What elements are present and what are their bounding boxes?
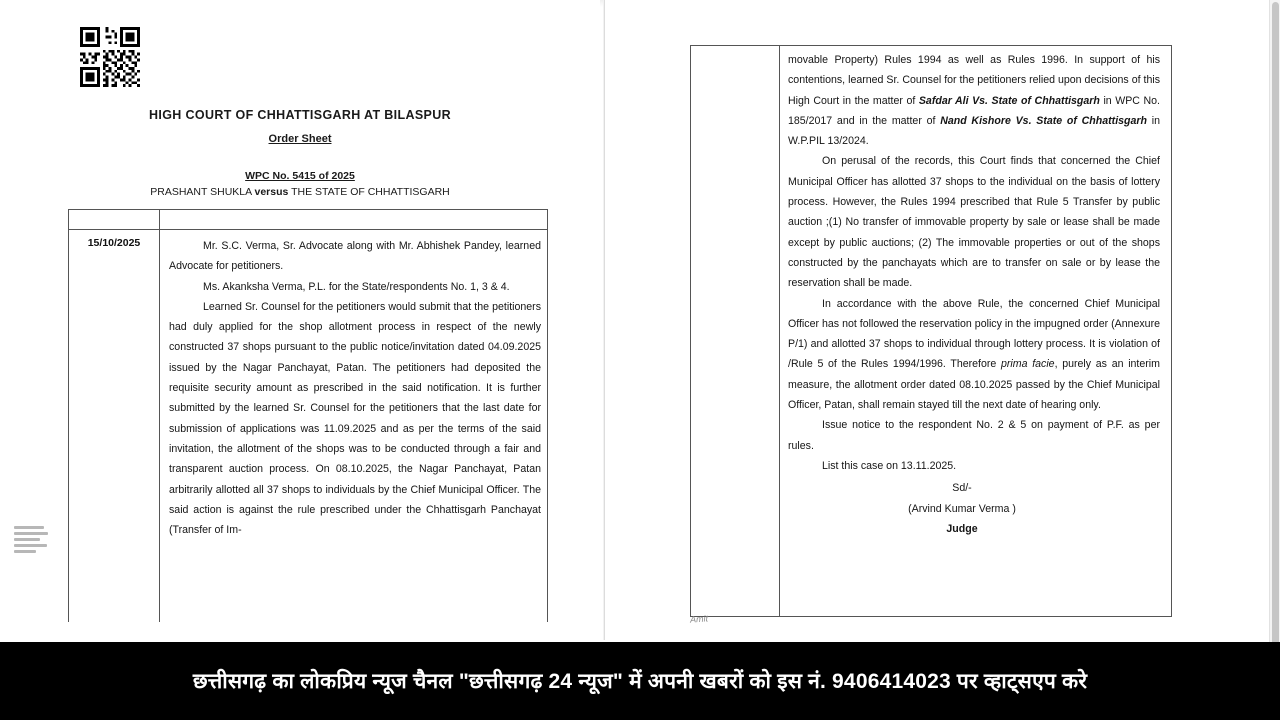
case-parties (0, 186, 600, 198)
vertical-scrollbar[interactable] (1269, 0, 1280, 720)
news-channel-banner (0, 642, 1280, 720)
paragraph-text: In accordance with the above Rule, the concerned Chief Municipal Officer has not followed the reservation policy in the impugned order (Annexure P/1) and allotted 37 shops to individual through lottery process. It is violation of /Rule 5 of the Rules 1994/1996. Therefore (788, 297, 1160, 371)
paragraph-text: , purely as an interim measure, the allotment order dated 08.10.2025 passed by the Chief Municipal Officer, Patan, shall remain stayed till the next date of hearing only. (788, 358, 1160, 412)
order-sheet-title-text: Order Sheet (268, 133, 332, 145)
order-paragraph: Issue notice to the respondent No. 2 & 5 on payment of P.F. as per rules. (788, 419, 1160, 452)
order-sheet-title (0, 133, 600, 145)
table-body (69, 230, 547, 622)
document-page-left (0, 0, 600, 640)
order-paragraph (788, 294, 1160, 416)
order-paragraph: On perusal of the records, this Court finds that concerned the Chief Municipal Officer has allotted 37 shops to the individual on the basis of lottery process. However, the Rules 1994 prescribed that Rule 5 Transfer by public auction ;(1) No transfer of immovable property by sale or lease shall be made except by public auctions; (2) The immovable properties or out of the shops constructed by the panchayats which are to transfer on sale or by lease the reservation shall be made. (788, 155, 1160, 290)
order-table-right (690, 45, 1172, 617)
column-divider (159, 230, 160, 622)
banner-text: छत्तीसगढ़ का लोकप्रिय न्यूज चैनल "छत्तीसगढ़ 24 न्यूज" में अपनी खबरों को इस नं. 9406414023 पर व्हाट्सएप करे (192, 670, 1088, 693)
cited-case-name: Nand Kishore Vs. State of Chhattisgarh (940, 114, 1147, 127)
order-paragraph: Mr. S.C. Verma, Sr. Advocate along with Mr. Abhishek Pandey, learned Advocate for petitioners. (169, 240, 541, 273)
cited-case-name: Safdar Ali Vs. State of Chhattisgarh (918, 94, 1100, 107)
order-paragraph: List this case on 13.11.2025. (822, 459, 957, 472)
digital-signature-stamp (14, 526, 54, 572)
table-body (691, 46, 1171, 616)
case-number (0, 170, 600, 182)
column-divider (779, 46, 780, 616)
paragraph-text: in W.P.PIL 13/2024. (788, 114, 1160, 148)
signature-sd: Sd/- (952, 482, 972, 495)
handwritten-initial: Amit (689, 613, 709, 625)
versus-label: versus (254, 186, 289, 198)
table-header-row (69, 210, 547, 230)
qr-code-icon (75, 27, 145, 87)
latin-phrase: prima facie (1001, 358, 1055, 371)
paragraph-text: in WPC No. 185/2017 and in the matter of (788, 94, 1161, 127)
petitioner-name: PRASHANT SHUKLA (150, 186, 255, 198)
order-text-left (169, 236, 541, 540)
court-heading: HIGH COURT OF CHHATTISGARH AT BILASPUR (149, 108, 451, 122)
order-paragraph (788, 50, 1160, 151)
order-paragraph: Learned Sr. Counsel for the petitioners would submit that the petitioners had duly applied for the shop allotment process in respect of the newly constructed 37 shops pursuant to the public notice/invitation dated 04.09.2025 issued by the Nagar Panchayat, Patan. The petitioners had deposited the requisite security amount as prescribed in the said notification. It is further submitted by the learned Sr. Counsel for the petitioners that the last date for submission of applications was 11.09.2025 and as per the terms of the said invitation, the allotment of the shops was to be conducted through a fair and transparent auction process. On 08.10.2025, the Nagar Panchayat, Patan arbitrarily allotted all 37 shops to individuals by the Chief Municipal Officer. The said action is against the rule prescribed under the Chhattisgarh Panchayat (Transfer of Im- (169, 300, 541, 537)
order-paragraph: Ms. Akanksha Verma, P.L. for the State/respondents No. 1, 3 & 4. (203, 280, 510, 293)
order-table-left (68, 209, 548, 622)
order-text-right (788, 50, 1160, 539)
order-date: 15/10/2025 (87, 237, 141, 249)
signature-block (788, 478, 1160, 539)
judge-designation: Judge (946, 522, 978, 535)
case-number-text: WPC No. 5415 of 2025 (245, 170, 355, 182)
paragraph-text: movable Property) Rules 1994 as well as Rules 1996. In support of his contentions, learned Sr. Counsel for the petitioners relied upon decisions of this High Court in the matter of (788, 54, 1160, 107)
respondent-name: THE STATE OF CHHATTISGARH (288, 186, 450, 198)
scrollbar-thumb[interactable] (1272, 2, 1279, 702)
judge-name: (Arvind Kumar Verma ) (908, 502, 1016, 515)
